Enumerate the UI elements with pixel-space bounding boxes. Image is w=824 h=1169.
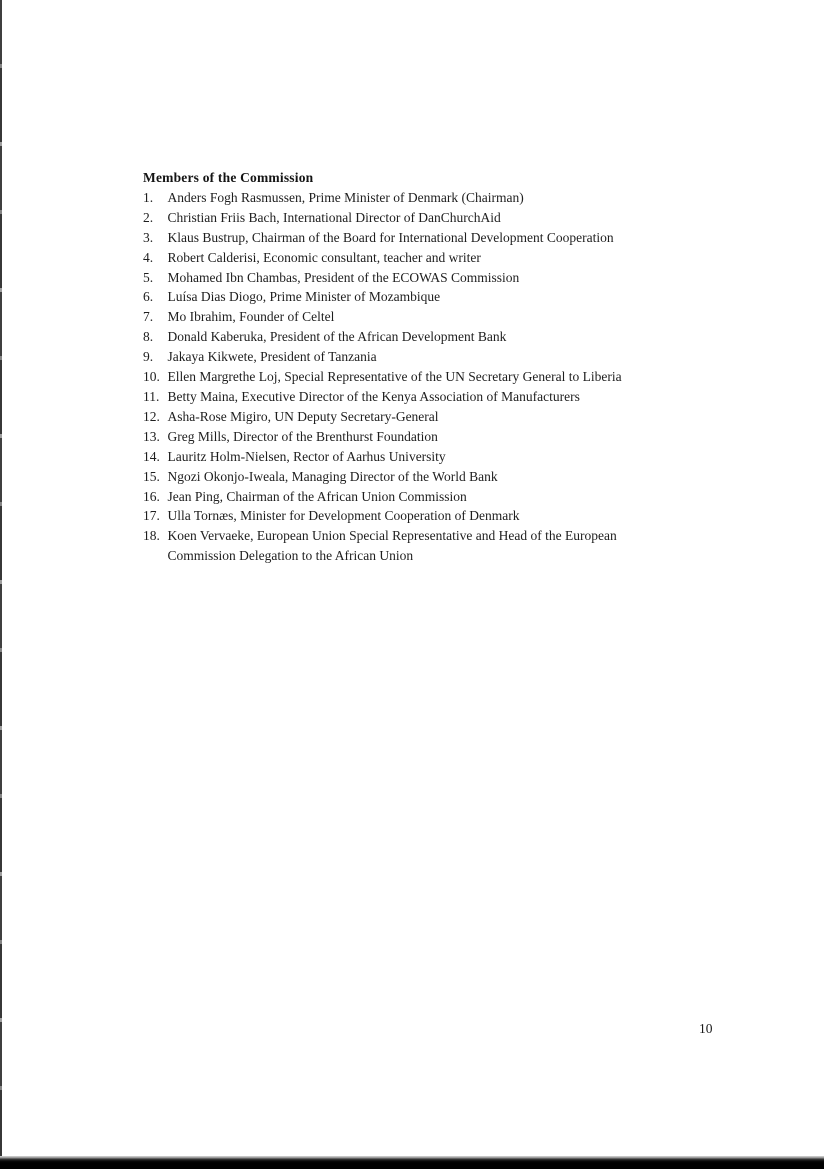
list-item-number: 3. (143, 229, 154, 245)
list-item (143, 327, 683, 347)
list-item-text: Ngozi Okonjo-Iweala, Managing Director of the World Bank (167, 468, 498, 484)
list-item-number: 4. (143, 249, 154, 265)
list-item-text: Greg Mills, Director of the Brenthurst Foundation (167, 428, 438, 444)
members-list (143, 188, 683, 566)
list-item-number: 17. (143, 508, 160, 524)
list-item (143, 188, 683, 208)
list-item-text: Christian Friis Bach, International Director of DanChurchAid (167, 209, 501, 225)
list-item-text: Donald Kaberuka, President of the African Development Bank (167, 329, 507, 345)
list-item-number: 7. (143, 309, 154, 325)
list-item-text: Koen Vervaeke, European Union Special Representative and Head of the European Commission Delegation to the African Union (167, 528, 617, 564)
list-item-number: 11. (143, 388, 160, 404)
list-item (143, 367, 683, 387)
list-item (143, 268, 683, 288)
list-item (143, 427, 683, 447)
list-item (143, 487, 683, 507)
list-item-number: 10. (143, 369, 160, 385)
list-item-text: Klaus Bustrup, Chairman of the Board for International Development Cooperation (167, 229, 614, 245)
list-item-number: 13. (143, 428, 160, 444)
list-item-number: 6. (143, 289, 154, 305)
list-item-text: Jakaya Kikwete, President of Tanzania (167, 349, 377, 365)
list-item-text: Mohamed Ibn Chambas, President of the ECOWAS Commission (167, 269, 520, 285)
list-item-number: 5. (143, 269, 154, 285)
list-item-text: Luísa Dias Diogo, Prime Minister of Mozambique (167, 289, 441, 305)
list-item (143, 447, 683, 467)
page-content (143, 168, 683, 566)
page-number: 10 (699, 1021, 713, 1036)
list-item (143, 506, 683, 526)
list-item-number: 8. (143, 329, 154, 345)
list-item-text: Robert Calderisi, Economic consultant, teacher and writer (167, 249, 481, 265)
list-item (143, 407, 683, 427)
list-item-number: 14. (143, 448, 160, 464)
list-item-number: 2. (143, 209, 154, 225)
list-item-number: 12. (143, 408, 160, 424)
list-item (143, 387, 683, 407)
list-item-number: 1. (143, 189, 154, 205)
list-item (143, 307, 683, 327)
list-item (143, 467, 683, 487)
list-item-text: Lauritz Holm-Nielsen, Rector of Aarhus University (167, 448, 446, 464)
section-heading: Members of the Commission (143, 170, 314, 185)
list-item-text: Ulla Tornæs, Minister for Development Cooperation of Denmark (167, 508, 520, 524)
list-item (143, 208, 683, 228)
list-item (143, 228, 683, 248)
scan-edge-bottom (0, 1156, 824, 1169)
list-item-text: Anders Fogh Rasmussen, Prime Minister of Denmark (Chairman) (167, 189, 524, 205)
list-item (143, 526, 683, 566)
list-item-text: Betty Maina, Executive Director of the Kenya Association of Manufacturers (167, 388, 580, 404)
list-item-text: Ellen Margrethe Loj, Special Representative of the UN Secretary General to Liberia (167, 369, 622, 385)
list-item (143, 287, 683, 307)
list-item (143, 347, 683, 367)
list-item-number: 15. (143, 468, 160, 484)
list-item-text: Mo Ibrahim, Founder of Celtel (167, 309, 335, 325)
list-item (143, 248, 683, 268)
list-item-text: Asha-Rose Migiro, UN Deputy Secretary-General (167, 408, 439, 424)
list-item-number: 9. (143, 349, 154, 365)
list-item-text: Jean Ping, Chairman of the African Union Commission (167, 488, 467, 504)
scan-edge-left (0, 0, 2, 1169)
list-item-number: 16. (143, 488, 160, 504)
list-item-number: 18. (143, 528, 160, 544)
